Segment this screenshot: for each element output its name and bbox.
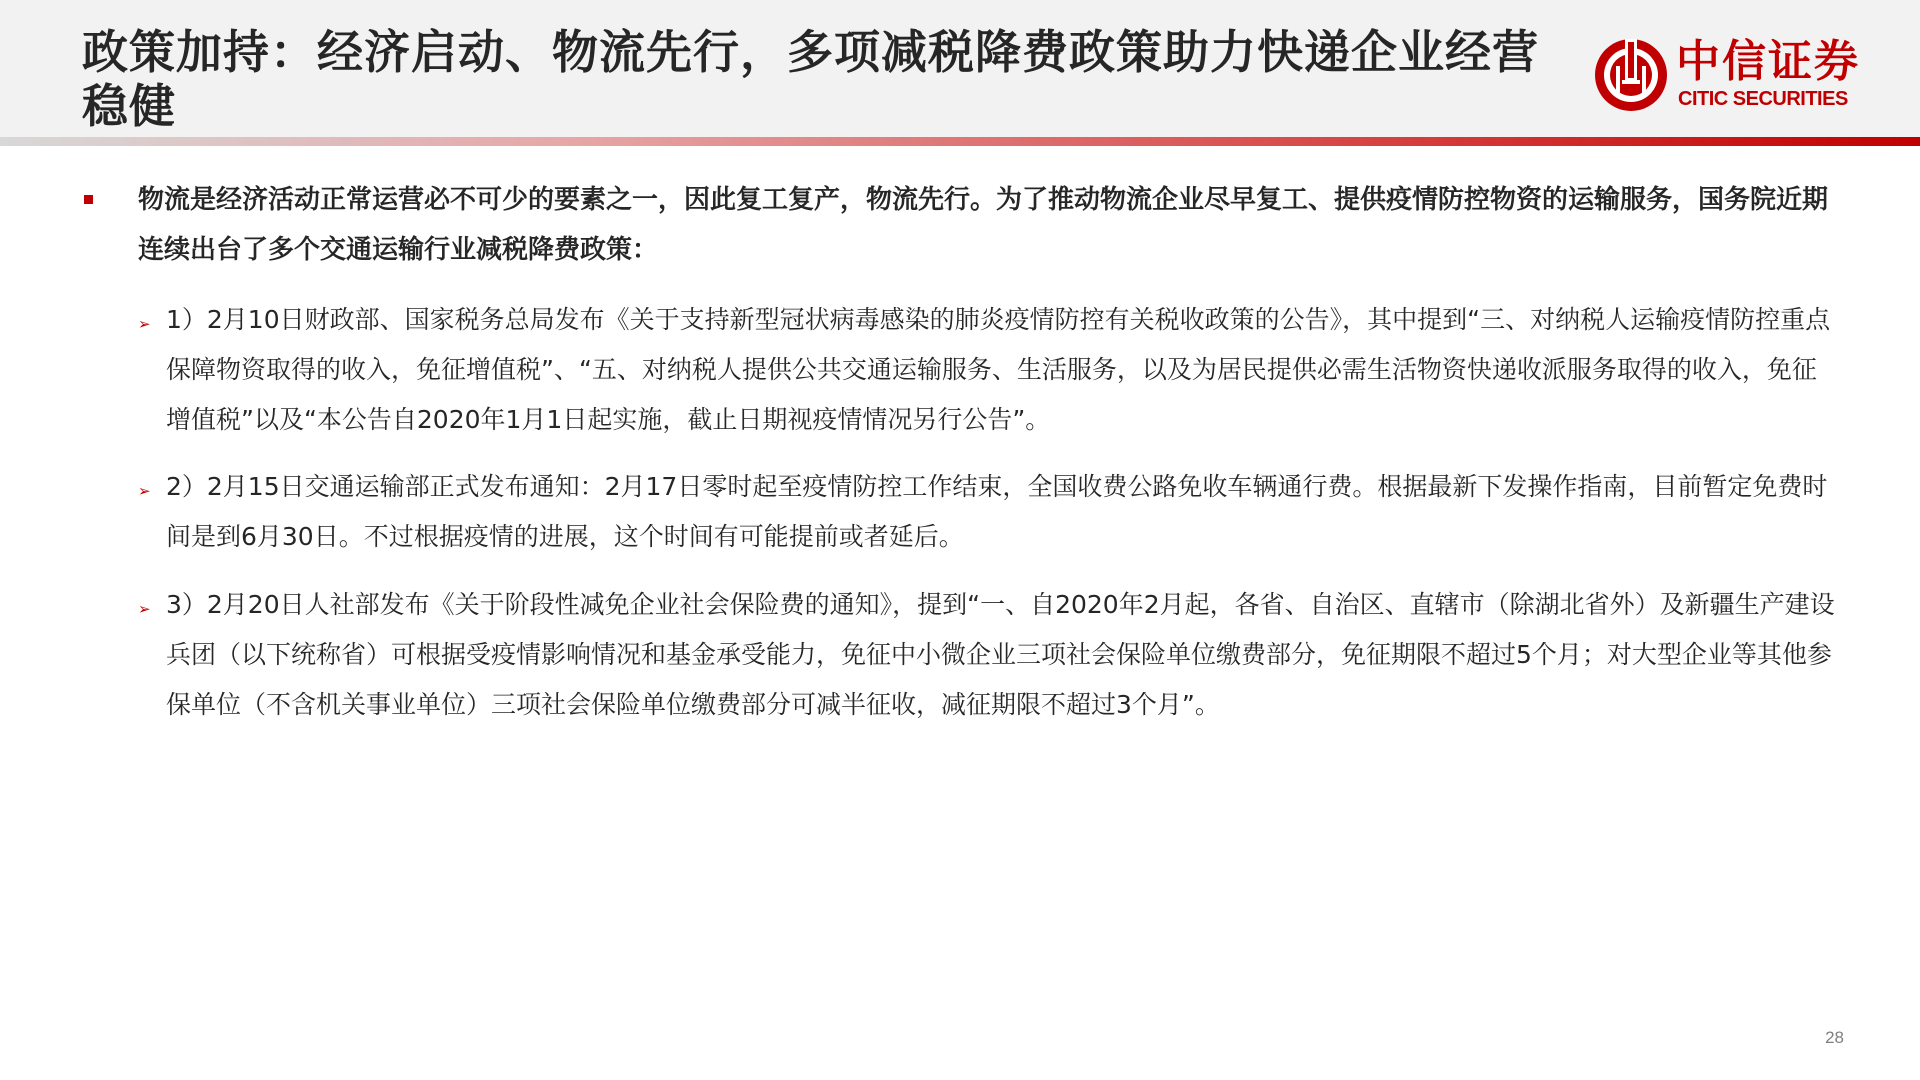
slide-header [0,0,1920,137]
header-divider [0,137,1920,146]
slide-title: 政策加持：经济启动、物流先行，多项减税降费政策助力快递企业经营稳健 [82,25,1539,133]
square-bullet-icon [84,195,93,204]
citic-logo-icon [1592,36,1670,114]
logo-english-name: CITIC SECURITIES [1678,88,1848,110]
arrow-bullet-icon: ➢ [138,315,151,333]
logo-chinese-name: 中信证券 [1676,36,1860,87]
policy-item-3: 3）2月20日人社部发布《关于阶段性减免企业社会保险费的通知》，提到“一、自2020年2月起，各省、自治区、直辖市（除湖北省外）及新疆生产建设兵团（以下统称省）可根据受疫情影响情况和基金承受能力，免征中小微企业三项社会保险单位缴费部分，免征期限不超过5个月；对大型企业等其他参保单位（不含机关事业单位）三项社会保险单位缴费部分可减半征收，减征期限不超过3个月”。 [166,590,1835,719]
arrow-bullet-icon: ➢ [138,482,151,500]
policy-item-1: 1）2月10日财政部、国家税务总局发布《关于支持新型冠状病毒感染的肺炎疫情防控有关税收政策的公告》，其中提到“三、对纳税人运输疫情防控重点保障物资取得的收入，免征增值税”、“五、对纳税人提供公共交通运输服务、生活服务，以及为居民提供必需生活物资快递收派服务取得的收入，免征增值税”以及“本公告自2020年1月1日起实施，截止日期视疫情情况另行公告”。 [166,305,1831,434]
page-number: 28 [1825,1028,1844,1047]
citic-logo [1592,36,1862,116]
policy-item-2: 2）2月15日交通运输部正式发布通知：2月17日零时起至疫情防控工作结束，全国收费公路免收车辆通行费。根据最新下发操作指南，目前暂定免费时间是到6月30日。不过根据疫情的进展，这个时间有可能提前或者延后。 [166,472,1828,551]
arrow-bullet-icon: ➢ [138,600,151,618]
intro-paragraph: 物流是经济活动正常运营必不可少的要素之一，因此复工复产，物流先行。为了推动物流企业尽早复工、提供疫情防控物资的运输服务，国务院近期连续出台了多个交通运输行业减税降费政策： [138,185,1829,265]
